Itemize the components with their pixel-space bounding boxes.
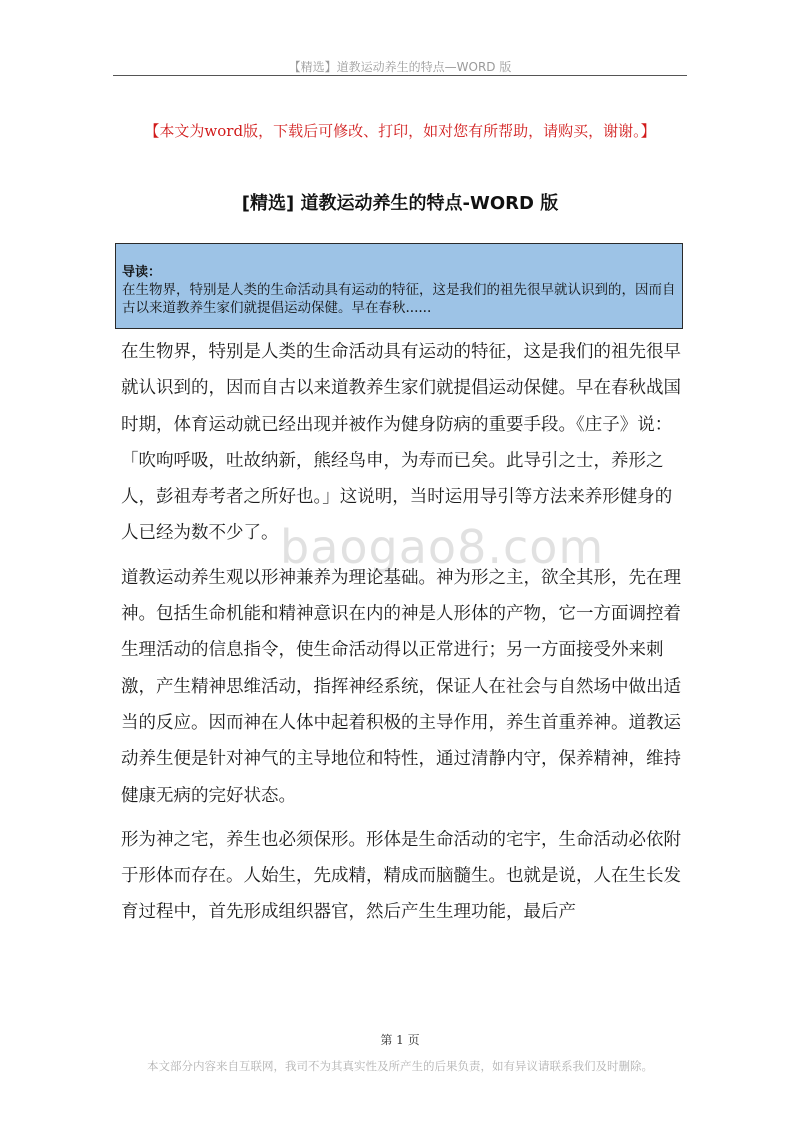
body-text (121, 334, 687, 939)
guide-label: 导读： (122, 265, 162, 280)
paragraph: 道教运动养生观以形神兼养为理论基础。神为形之主，欲全其形，先在理神。包括生命机能和精神意识在内的神是人形体的产物，它一方面调控着生理活动的信息指令，使生命活动得以正常进行；另一方面接受外来刺激，产生精神思维活动，指挥神经系统，保证人在社会与自然场中做出适当的反应。因而神在人体中起着积极的主导作用，养生首重养神。道教运动养生便是针对神气的主导地位和特性，通过清静内守，保养精神，维持健康无病的完好状态。 (121, 567, 681, 806)
watermark: baogao8.com (280, 520, 605, 574)
paragraph: 形为神之宅，养生也必须保形。形体是生命活动的宅宇，生命活动必依附于形体而存在。人始生，先成精，精成而脑髓生。也就是说，人在生长发育过程中，首先形成组织器官，然后产生生理功能，最后产 (121, 829, 681, 923)
document-title: [精选] 道教运动养生的特点-WORD 版 (241, 193, 559, 214)
footer-disclaimer: 本文部分内容来自互联网，我司不为其真实性及所产生的后果负责，如有异议请联系我们及时删除。 (147, 1059, 653, 1073)
paragraph: 在生物界，特别是人类的生命活动具有运动的特征，这是我们的祖先很早就认识到的，因而自古以来道教养生家们就提倡运动保健。早在春秋战国时期，体育运动就已经出现并被作为健身防病的重要手段。《庄子》说：「吹呴呼吸，吐故纳新，熊经鸟申，为寿而已矣。此导引之士，养形之人，彭祖寿考者之所好也。」这说明，当时运用导引等方法来养形健身的人已经为数不少了。 (121, 342, 681, 544)
guide-box (115, 243, 683, 329)
header-divider (113, 75, 687, 76)
guide-text: 在生物界，特别是人类的生命活动具有运动的特征，这是我们的祖先很早就认识到的，因而自古以来道教养生家们就提倡运动保健。早在春秋...... (122, 282, 676, 316)
download-notice: 【本文为word版，下载后可修改、打印，如对您有所帮助，请购买，谢谢。】 (144, 122, 656, 140)
page-number: 第 1 页 (380, 1033, 420, 1047)
running-header: 【精选】道教运动养生的特点—WORD 版 (288, 60, 512, 74)
